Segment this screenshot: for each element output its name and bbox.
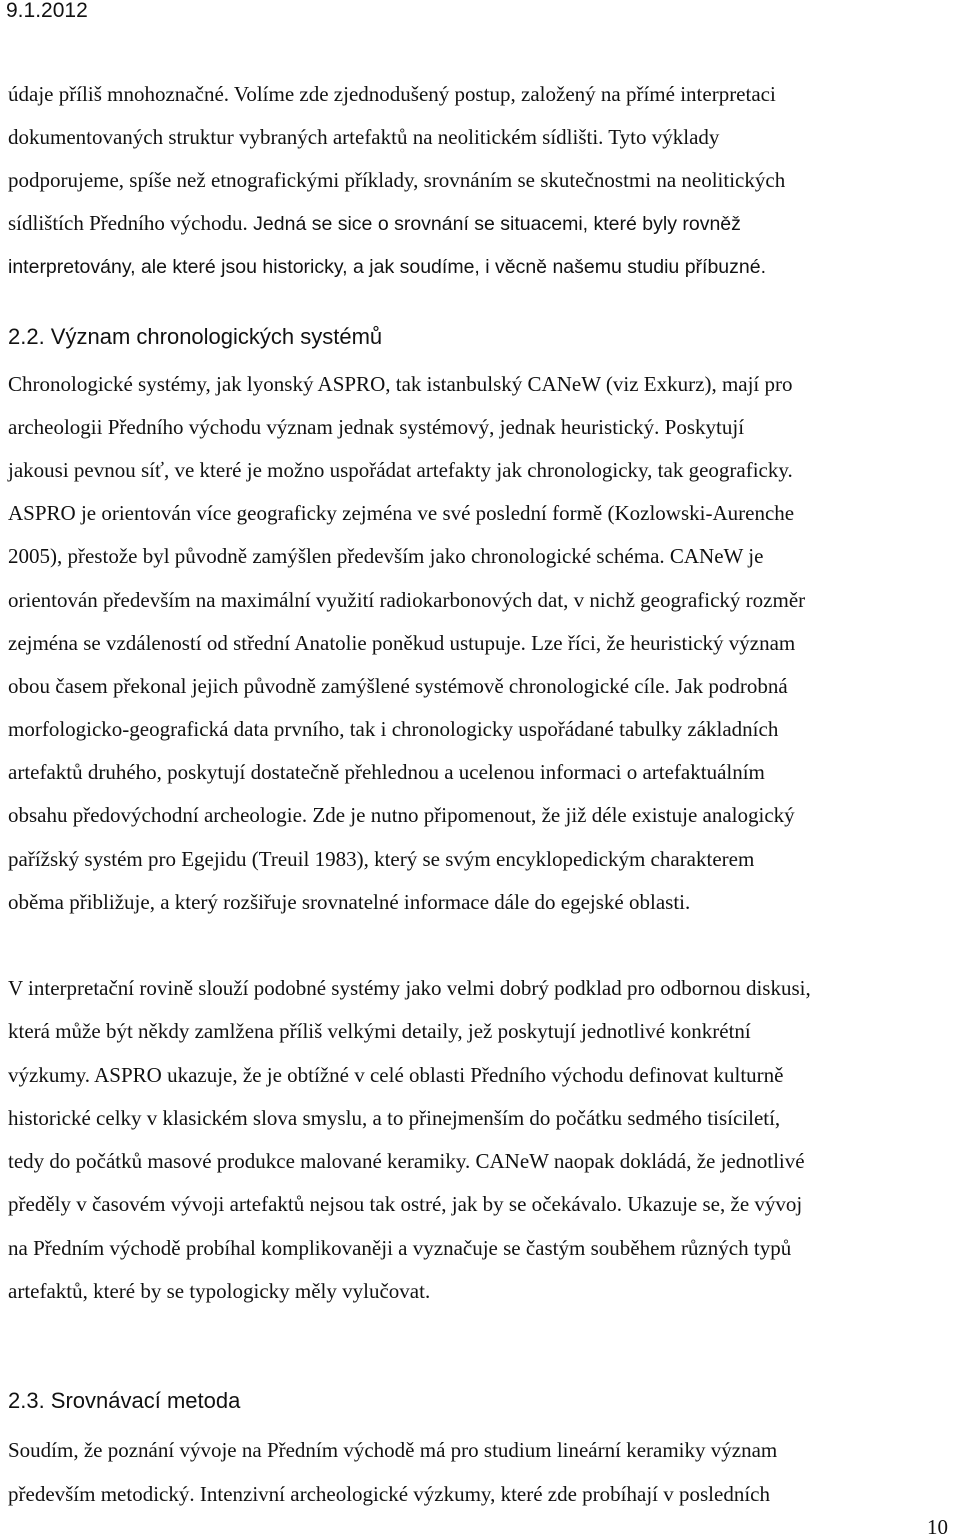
paragraph-line: jakousi pevnou síť, ve které je možno uspořádat artefakty jak chronologicky, tak geograficky. — [8, 458, 793, 482]
paragraph-line: zejména se vzdáleností od střední Anatolie poněkud ustupuje. Lze říci, že heuristický význam — [8, 631, 796, 655]
paragraph-line: pařížský systém pro Egejidu (Treuil 1983), který se svým encyklopedickým charakterem — [8, 847, 755, 871]
section-heading: 2.2. Význam chronologických systémů — [8, 324, 383, 349]
paragraph-line: výzkumy. ASPRO ukazuje, že je obtížné v celé oblasti Předního východu definovat kulturně — [8, 1063, 784, 1087]
paragraph-line: historické celky v klasickém slova smyslu, a to přinejmenším do počátku sedmého tisíciletí, — [8, 1106, 781, 1130]
paragraph-line: podporujeme, spíše než etnografickými příklady, srovnáním se skutečnostmi na neolitických — [8, 168, 786, 192]
paragraph-line: tedy do počátků masové produkce malované keramiky. CANeW naopak dokládá, že jednotlivé — [8, 1149, 805, 1173]
header-date: 9.1.2012 — [6, 0, 88, 22]
paragraph-line: údaje příliš mnohoznačné. Volíme zde zjednodušený postup, založený na přímé interpretaci — [8, 82, 776, 106]
paragraph-line: obou časem překonal jejich původně zamýšlené systémově chronologické cíle. Jak podrobná — [8, 674, 788, 698]
section-heading: 2.3. Srovnávací metoda — [8, 1388, 241, 1413]
page-number: 10 — [927, 1515, 948, 1539]
paragraph-line: Chronologické systémy, jak lyonský ASPRO, tak istanbulský CANeW (viz Exkurz), mají pro — [8, 372, 793, 396]
paragraph-line: oběma přibližuje, a který rozšiřuje srovnatelné informace dále do egejské oblasti. — [8, 890, 691, 914]
paragraph-line: obsahu předovýchodní archeologie. Zde je nutno připomenout, že již déle existuje analogický — [8, 803, 795, 827]
paragraph-line: morfologicko-geografická data prvního, tak i chronologicky uspořádané tabulky základních — [8, 717, 779, 741]
paragraph-line: Soudím, že poznání vývoje na Předním východě má pro studium lineární keramiky význam — [8, 1438, 778, 1462]
paragraph-line: především metodický. Intenzivní archeologické výzkumy, které zde probíhají v posledních — [8, 1482, 770, 1506]
paragraph-line: 2005), přestože byl původně zamýšlen především jako chronologické schéma. CANeW je — [8, 544, 764, 568]
paragraph-line: artefaktů druhého, poskytují dostatečně přehlednou a ucelenou informaci o artefaktuálním — [8, 760, 765, 784]
paragraph-line: interpretovány, ale které jsou historicky, a jak soudíme, i věcně našemu studiu příbuzné. — [8, 256, 766, 278]
paragraph-line: artefaktů, které by se typologicky měly vylučovat. — [8, 1279, 431, 1303]
paragraph-line: předěly v časovém vývoji artefaktů nejsou tak ostré, jak by se očekávalo. Ukazuje se, že vývoj — [8, 1192, 803, 1216]
paragraph-segment: Jedná se sice o srovnání se situacemi, které byly rovněž — [247, 213, 741, 235]
paragraph-line: V interpretační rovině slouží podobné systémy jako velmi dobrý podklad pro odbornou diskusi, — [8, 976, 811, 1000]
paragraph-line: dokumentovaných struktur vybraných artefaktů na neolitickém sídlišti. Tyto výklady — [8, 125, 720, 149]
paragraph-line: která může být někdy zamlžena příliš velkými detaily, jež poskytují jednotlivé konkrétní — [8, 1019, 751, 1043]
paragraph-line: archeologii Předního východu význam jednak systémový, jednak heuristický. Poskytují — [8, 415, 745, 439]
paragraph-line: ASPRO je orientován více geograficky zejména ve své poslední formě (Kozlowski-Aurenche — [8, 501, 795, 525]
paragraph-line-mixed — [8, 209, 741, 238]
paragraph-line: na Předním východě probíhal komplikovaněji a vyznačuje se častým souběhem různých typů — [8, 1236, 792, 1260]
paragraph-line: orientován především na maximální využití radiokarbonových dat, v nichž geografický rozměr — [8, 588, 806, 612]
paragraph-segment: sídlištích Předního východu. — [8, 211, 248, 235]
